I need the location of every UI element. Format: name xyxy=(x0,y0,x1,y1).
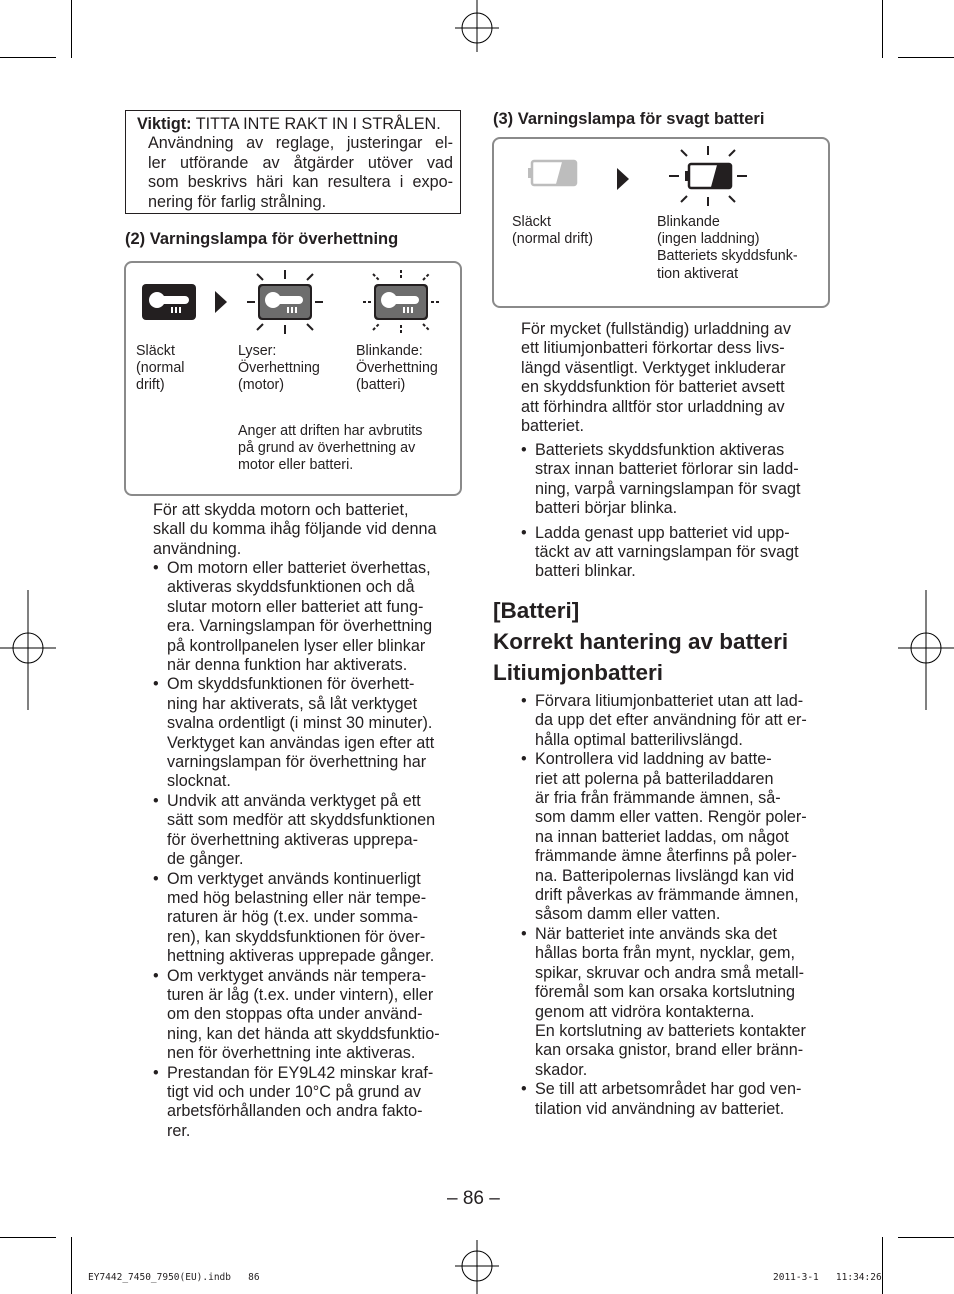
text-line: För att skydda motorn och batteriet, xyxy=(153,501,409,519)
lithium-battery-title: Litiumjonbatteri xyxy=(493,660,663,685)
list-item: • När batteriet inte används ska det hållas borta från mynt, nycklar, gem, spikar, skruvar och andra små metall- föremål som kan orsaka kortslutning genom att vidröra kontakterna. En kortslutning av batteriets kontakter kan orsaka gnistor, brand eller bränn- skador. xyxy=(521,925,833,1080)
overheat-intro xyxy=(153,501,463,559)
registration-mark-left xyxy=(0,590,56,710)
list-item: • Se till att arbetsområdet har god ven- tilation vid användning av batteriet. xyxy=(521,1080,833,1119)
battery-state-off: Släckt (normal drift) xyxy=(512,214,594,248)
text-line: batteriet. xyxy=(521,417,584,436)
low-battery-heading: (3) Varningslampa för svagt batteri xyxy=(493,110,765,128)
arrow-right-icon xyxy=(213,290,229,314)
list-item: • Om verktyget används när tempera- turen är låg (t.ex. under vintern), eller om den stoppas ofta under använd- ning, kan det hända att skyddsfunktio- nen för överhettning inte aktiveras. xyxy=(153,967,463,1064)
overheat-icon-lit xyxy=(245,268,325,336)
battery-bullets xyxy=(521,692,833,1119)
battery-state-blink: Blinkande (ingen laddning) Batteriets skyddsfunk- tion aktiverat xyxy=(657,214,798,282)
overheat-state-off: Släckt (normal drift) xyxy=(136,343,185,394)
battery-off-icon xyxy=(527,158,579,188)
text-line: användning. xyxy=(153,539,242,558)
list-item: • Undvik att använda verktyget på ett sätt som medför att skyddsfunktionen för överhettning aktiveras upprepa- de gånger. xyxy=(153,792,463,870)
list-item: • Prestandan för EY9L42 minskar kraf- tigt vid och under 10°C på grund av arbetsförhållanden och andra fakto- rer. xyxy=(153,1064,463,1142)
important-line: ler utförande av åtgärder utöver vad xyxy=(148,153,453,172)
battery-handling-title: Korrekt hantering av batteri xyxy=(493,629,789,654)
text-line: skall du komma ihåg följande vid denna xyxy=(153,520,437,539)
overheat-icon-blink xyxy=(361,268,441,336)
list-item: • Batteriets skyddsfunktion aktiveras strax innan batteriet förlorar sin ladd- ning, varpå varningslampan för svagt batteri börjar blinka. xyxy=(521,441,831,519)
list-item: • Ladda genast upp batteriet vid upp- täckt av att varningslampan för svagt batteri blinkar. xyxy=(521,524,831,582)
text-line: längd väsentligt. Verktyget inkluderar xyxy=(521,358,786,377)
text-line: ett litiumjonbatteri förkortar dess livs- xyxy=(521,339,785,358)
important-label: Viktigt: xyxy=(137,115,192,133)
list-item: • Om motorn eller batteriet överhettas, aktiveras skyddsfunktionen och då slutar motorn eller batteriet att fung- era. Varningslampan för överhettning på kontrollpanelen lyser eller blinkar när denna funktion har aktiverats. xyxy=(153,559,463,675)
important-line: Användning av reglage, justeringar el- xyxy=(148,134,453,153)
important-line: nering för farlig strålning. xyxy=(148,192,327,211)
important-text xyxy=(137,115,453,212)
battery-section-title: [Batteri] xyxy=(493,598,580,623)
list-item: • Förvara litiumjonbatteriet utan att lad- da upp det efter användning för att er- hålla optimal batterilivslängd. xyxy=(521,692,833,750)
registration-mark-bottom xyxy=(452,1240,502,1294)
registration-mark-right xyxy=(898,590,954,710)
important-lead: TITTA INTE RAKT IN I STRÅLEN. xyxy=(191,115,441,133)
registration-mark-top xyxy=(452,0,502,60)
overheat-icon-off xyxy=(141,283,197,321)
text-line: en skyddsfunktion för batteriet avsett xyxy=(521,378,785,397)
list-item: • Om skyddsfunktionen för överhett- ning har aktiverats, så låt verktyget svalna ordentligt (i minst 30 minuter). Verktyget kan användas igen efter att varningslampan för överhettning har slocknat. xyxy=(153,675,463,791)
important-line: som beskrivs häri kan resultera i expo- xyxy=(148,173,453,192)
footer-file: EY7442_7450_7950(EU).indb 86 xyxy=(88,1272,260,1283)
arrow-right-icon xyxy=(615,167,631,191)
overheat-bullets xyxy=(153,559,463,1141)
page-number: – 86 – xyxy=(447,1188,500,1209)
list-item: • Kontrollera vid laddning av batte- riet att polerna på batteriladdaren är fria från främmande ämnen, så- som damm eller vatten. Rengör poler- na innan batteriet laddas, om något främmande ämne återfinns på poler- na. Batteripolernas livslängd kan vid drift påverkas av främmande ämnen, såsom damm eller vatten. xyxy=(521,750,833,925)
text-line: att förhindra alltför stor urladdning av xyxy=(521,397,785,416)
overheat-heading: (2) Varningslampa för överhettning xyxy=(125,230,399,248)
low-battery-bullets xyxy=(521,441,831,582)
overheat-state-blink: Blinkande: Överhettning (batteri) xyxy=(356,343,438,394)
footer-date: 2011-3-1 11:34:26 xyxy=(773,1272,882,1283)
battery-blink-icon xyxy=(667,144,749,208)
text-line: För mycket (fullständig) urladdning av xyxy=(521,320,791,338)
low-battery-intro xyxy=(521,320,831,436)
list-item: • Om verktyget används kontinuerligt med hög belastning eller när tempe- raturen är hög (t.ex. under somma- ren), kan skyddsfunktionen för över- hettning aktiveras upprepade gånger. xyxy=(153,870,463,967)
overheat-state-lit: Lyser: Överhettning (motor) xyxy=(238,343,320,394)
overheat-note: Anger att driften har avbrutits på grund av överhettning av motor eller batteri. xyxy=(238,423,423,474)
